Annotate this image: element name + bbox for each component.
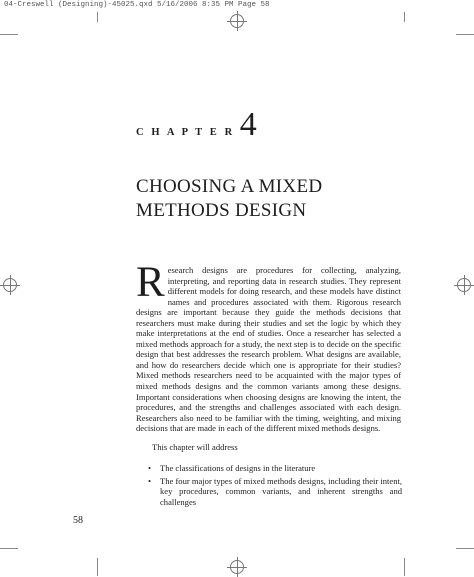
page-number: 58 (73, 515, 83, 526)
crop-mark-top-left (97, 12, 98, 22)
list-item-text: The four major types of mixed methods designs, including their intent, key procedures, common variants, and inherent strengths and challenges (160, 475, 402, 507)
body-paragraph (136, 259, 401, 434)
list-item-text: The classifications of designs in the literature (160, 463, 316, 473)
chapter-heading (136, 106, 257, 144)
chapter-title-line: METHODS DESIGN (136, 200, 307, 221)
registration-mark-right-icon (457, 278, 471, 292)
chapter-title-line: CHOOSING A MIXED (136, 176, 323, 197)
topic-list (136, 463, 402, 509)
list-item (136, 476, 402, 508)
crop-mark-bottom-left (97, 558, 98, 576)
drop-cap: R (136, 259, 165, 306)
registration-mark-left-icon (3, 278, 17, 292)
chapter-number: 4 (239, 106, 257, 143)
crop-mark-bottom-right (404, 558, 405, 576)
paragraph-text: esearch designs are procedures for collecting, analyzing, interpreting, and reporting data in research studies. They represent different models for doing research, and these models have distinct names and procedures associated with them. Rigorous research designs are important because they guide the methods decisions that researchers must make during their studies and set the logic by which they make interpretations at the end of studies. Once a researcher has selected a mixed methods approach for a study, the next step is to decide on the specific design that best addresses the research problem. What designs are available, and how do researchers decide which one is appropriate for their studies? Mixed methods researchers need to be acquainted with the major types of mixed methods designs and the common variants among these designs. Important considerations when choosing designs are knowing the intent, the procedures, and the strengths and challenges associated with each design. Researchers also need to be familiar with the timing, weighting, and mixing decisions that are made in each of the different mixed methods designs. (136, 265, 401, 434)
registration-mark-bottom-icon (230, 560, 244, 574)
crop-mark-left-top (0, 34, 18, 35)
chapter-title (136, 175, 416, 223)
list-item (136, 463, 402, 474)
registration-mark-top-icon (230, 14, 244, 28)
crop-mark-left-bottom (0, 548, 18, 549)
crop-mark-right-top (456, 34, 474, 35)
crop-mark-right-bottom (456, 548, 474, 549)
print-slug-line: 04-Creswell (Designing)-45025.qxd 5/16/2006 8:35 PM Page 58 (4, 1, 270, 9)
crop-mark-top-right (404, 12, 405, 22)
chapter-label: C H A P T E R (136, 127, 235, 138)
bullet-icon: • (148, 463, 151, 473)
bullet-icon: • (148, 475, 151, 486)
lead-in-text: This chapter will address (152, 442, 238, 452)
